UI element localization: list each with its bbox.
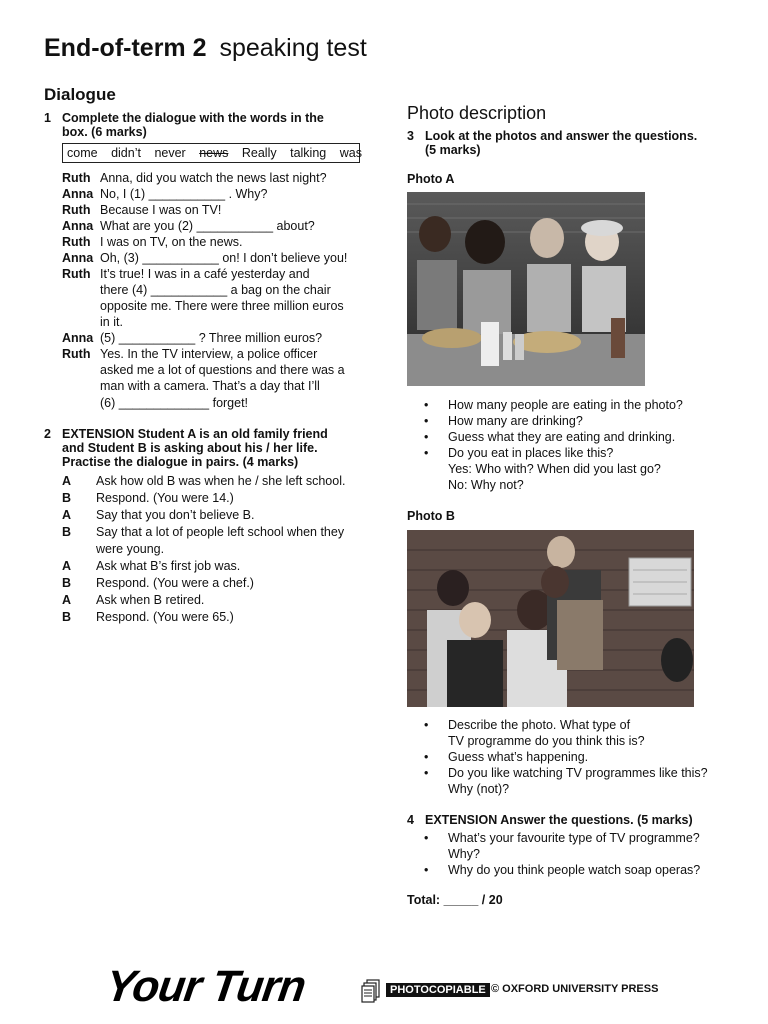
photo-heading: Photo description xyxy=(407,103,547,123)
bullet: • xyxy=(424,718,429,732)
question: Why? xyxy=(448,847,480,861)
dialogue-line: What are you (2) ___________ about? xyxy=(100,219,315,233)
pair-line: Ask when B retired. xyxy=(96,593,205,607)
dialogue-line: Oh, (3) ___________ on! I don’t believe you! xyxy=(100,251,348,265)
dialogue-line: man with a camera. That’s a day that I’ll xyxy=(100,379,320,393)
dialogue-line: I was on TV, on the news. xyxy=(100,235,243,249)
q3-number: 3 xyxy=(407,129,414,143)
word-news-struck: news xyxy=(199,146,229,160)
photo-a-image xyxy=(407,192,645,386)
photo-a-questions xyxy=(0,397,768,497)
speaker: Anna xyxy=(62,187,94,201)
pair-line: were young. xyxy=(96,542,165,556)
dialogue-line: there (4) ___________ a bag on the chair xyxy=(100,283,331,297)
speaker: Ruth xyxy=(62,235,91,249)
q3-line-1: Look at the photos and answer the questions. xyxy=(425,129,698,143)
question: No: Why not? xyxy=(448,478,524,492)
photo-b-questions xyxy=(0,717,768,799)
title-bold: End-of-term 2 xyxy=(44,34,207,62)
q4-questions xyxy=(0,830,768,880)
speaker: Anna xyxy=(62,331,94,345)
bullet: • xyxy=(424,430,429,444)
bullet: • xyxy=(424,446,429,460)
question: Do you eat in places like this? xyxy=(448,446,614,460)
bullet: • xyxy=(424,398,429,412)
photo-b-illustration xyxy=(407,530,694,707)
speaker: Anna xyxy=(62,219,94,233)
page-title xyxy=(44,34,367,63)
word-really: Really xyxy=(241,146,277,160)
bullet: • xyxy=(424,831,429,845)
title-rest: speaking test xyxy=(219,34,367,62)
dialogue-line: It’s true! I was in a café yesterday and xyxy=(100,267,310,281)
q1-line-1: Complete the dialogue with the words in the xyxy=(62,111,324,125)
role-label: B xyxy=(62,610,72,624)
pair-line: Say that you don’t believe B. xyxy=(96,508,255,522)
question: Yes: Who with? When did you last go? xyxy=(448,462,661,476)
dialogue-line: (5) ___________ ? Three million euros? xyxy=(100,331,323,345)
role-label: A xyxy=(62,593,72,607)
photo-b-image xyxy=(407,530,694,707)
dialogue-line: Because I was on TV! xyxy=(100,203,222,217)
q2-line-2: and Student B is asking about his / her life. xyxy=(62,441,318,455)
q1-line-2: box. (6 marks) xyxy=(62,125,147,139)
bullet: • xyxy=(424,863,429,877)
bullet: • xyxy=(424,750,429,764)
dialogue-line: Yes. In the TV interview, a police officer xyxy=(100,347,318,361)
question: Describe the photo. What type of xyxy=(448,718,631,732)
pair-line: Ask how old B was when he / she left school. xyxy=(96,474,346,488)
q3-instructions xyxy=(425,129,697,157)
dialogue-lines xyxy=(0,170,380,420)
speaker: Anna xyxy=(62,251,94,265)
speaker: Ruth xyxy=(62,267,91,281)
dialogue-line: No, I (1) ___________ . Why? xyxy=(100,187,268,201)
photo-b-label: Photo B xyxy=(407,509,455,523)
photo-a-label: Photo A xyxy=(407,172,455,186)
pair-line: Say that a lot of people left school when they xyxy=(96,525,345,539)
pair-line: Respond. (You were 14.) xyxy=(96,491,234,505)
q2-number: 2 xyxy=(44,427,51,441)
extension-pairs xyxy=(0,473,380,633)
role-label: A xyxy=(62,559,72,573)
photo-a-illustration xyxy=(407,192,645,386)
dialogue-line: in it. xyxy=(100,315,123,329)
q1-instructions xyxy=(62,111,324,139)
role-label: B xyxy=(62,576,72,590)
word-talking: talking xyxy=(290,146,327,160)
total-score: Total: _____ / 20 xyxy=(407,893,503,907)
question: Why do you think people watch soap operas? xyxy=(448,863,701,877)
pair-line: Respond. (You were a chef.) xyxy=(96,576,254,590)
photocopiable-badge: PHOTOCOPIABLE xyxy=(386,983,490,997)
word-never: never xyxy=(154,146,186,160)
role-label: B xyxy=(62,491,72,505)
question: What’s your favourite type of TV programme? xyxy=(448,831,700,845)
role-label: B xyxy=(62,525,72,539)
question: Do you like watching TV programmes like this? xyxy=(448,766,708,780)
role-label: A xyxy=(62,508,72,522)
dialogue-line: asked me a lot of questions and there was a xyxy=(100,363,345,377)
question: Guess what’s happening. xyxy=(448,750,589,764)
speaker: Ruth xyxy=(62,171,91,185)
q1-number: 1 xyxy=(44,111,51,125)
dialogue-line: (6) _____________ forget! xyxy=(100,396,249,410)
dialogue-heading: Dialogue xyxy=(44,85,116,104)
question: Why (not)? xyxy=(448,782,510,796)
photocopy-icon xyxy=(361,979,381,1003)
question: How many are drinking? xyxy=(448,414,583,428)
role-label: A xyxy=(62,474,72,488)
word-come: come xyxy=(67,146,98,160)
publisher-credit: © OXFORD UNIVERSITY PRESS xyxy=(491,983,659,995)
word-didnt: didn’t xyxy=(111,146,141,160)
word-was: was xyxy=(339,146,362,160)
dialogue-line: opposite me. There were three million euros xyxy=(100,299,344,313)
question: Guess what they are eating and drinking. xyxy=(448,430,676,444)
pair-line: Respond. (You were 65.) xyxy=(96,610,234,624)
q3-line-2: (5 marks) xyxy=(425,143,481,157)
question: TV programme do you think this is? xyxy=(448,734,645,748)
q4-instructions: EXTENSION Answer the questions. (5 marks) xyxy=(425,813,693,827)
word-box xyxy=(62,143,360,163)
speaker: Ruth xyxy=(62,347,91,361)
bullet: • xyxy=(424,414,429,428)
q2-line-1: EXTENSION Student A is an old family friend xyxy=(62,427,328,441)
your-turn-logo: Your Turn xyxy=(102,962,309,1011)
dialogue-line: Anna, did you watch the news last night? xyxy=(100,171,327,185)
q4-number: 4 xyxy=(407,813,414,827)
question: How many people are eating in the photo? xyxy=(448,398,683,412)
pair-line: Ask what B’s first job was. xyxy=(96,559,241,573)
bullet: • xyxy=(424,766,429,780)
q2-line-3: Practise the dialogue in pairs. (4 marks) xyxy=(62,455,299,469)
speaker: Ruth xyxy=(62,203,91,217)
